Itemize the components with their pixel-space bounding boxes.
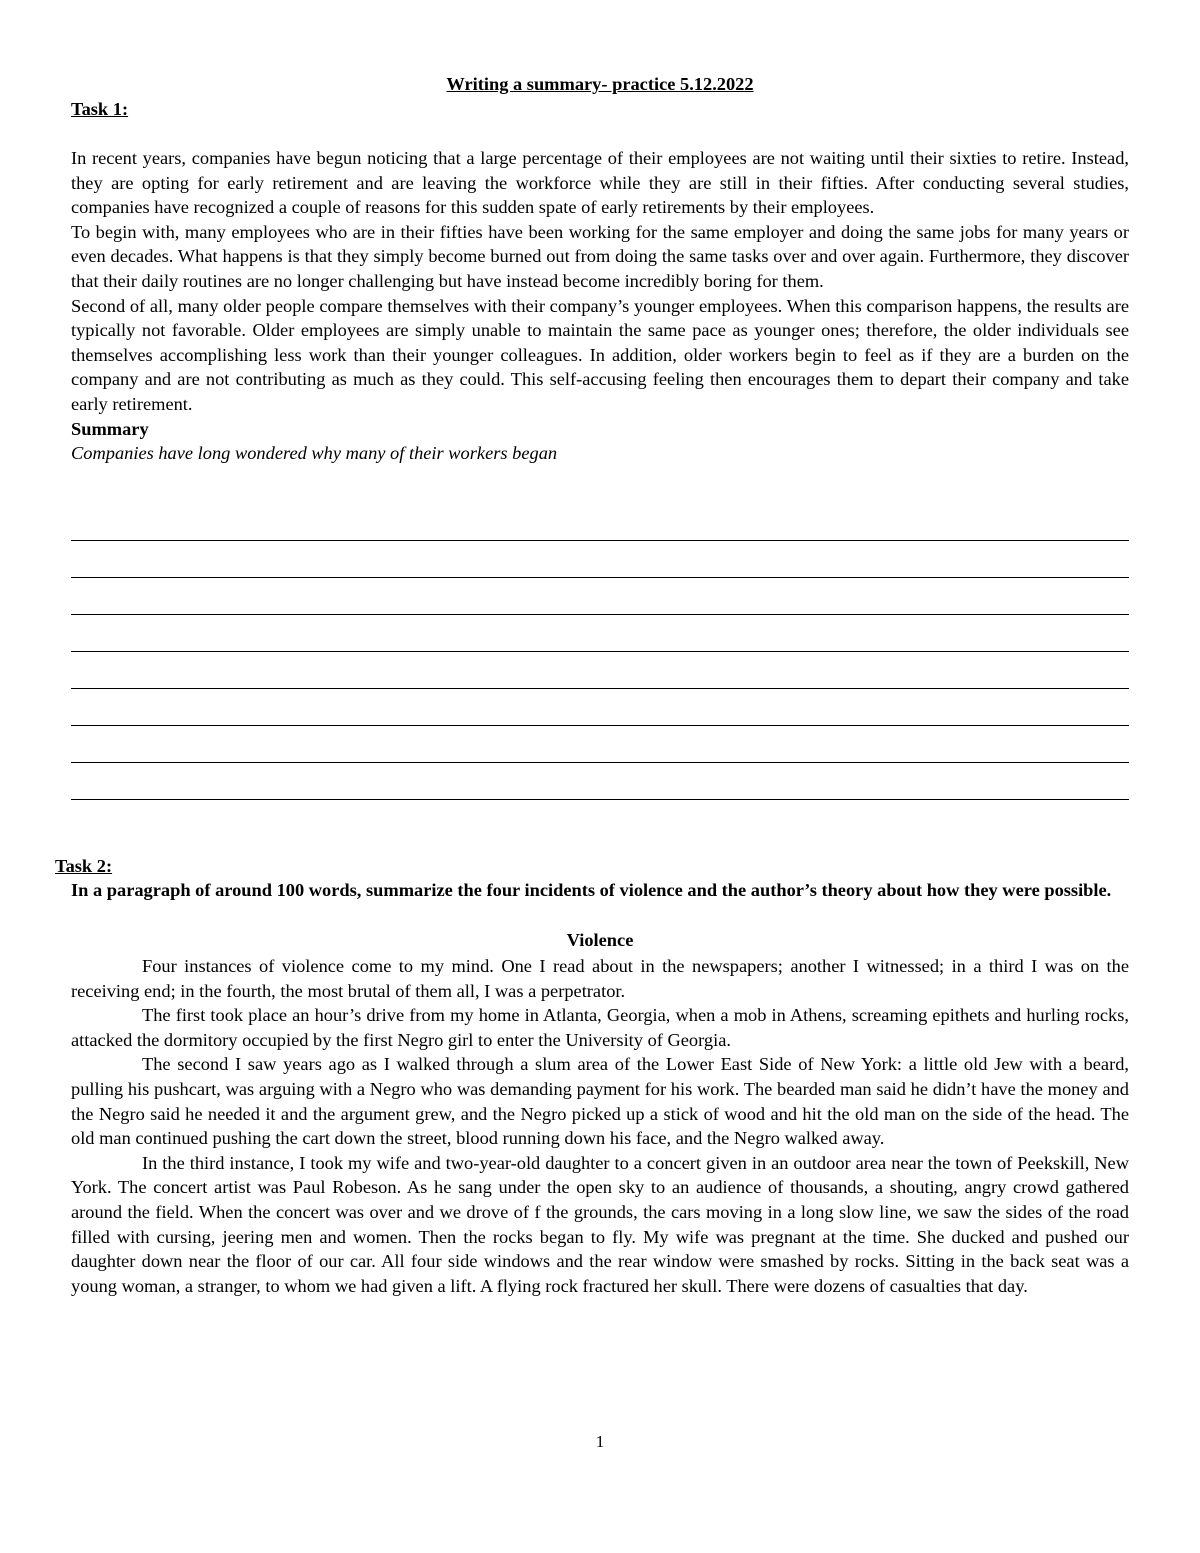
task2-paragraph-3: The second I saw years ago as I walked through a slum area of the Lower East Side of New York: a little old Jew with a beard, pulling his pushcart, was arguing with a Negro who was demanding payment for his work. The bearded man said he didn’t have the money and the Negro said he needed it and the argument grew, and the Negro picked up a stick of wood and hit the old man on the side of the head. The old man continued pushing the cart down the street, blood running down his face, and the Negro walked away. <box>71 1054 1129 1149</box>
page-number: 1 <box>595 1432 605 1451</box>
answer-line <box>71 651 1129 652</box>
answer-line <box>71 577 1129 578</box>
task1-reading-passage <box>71 146 1129 466</box>
answer-line <box>71 614 1129 615</box>
task2-reading-passage <box>71 954 1129 1298</box>
summary-answer-lines <box>71 540 1129 836</box>
answer-line <box>71 725 1129 726</box>
task2-paragraph-1: Four instances of violence come to my mind. One I read about in the newspapers; another I witnessed; in a third I was on the receiving end; in the fourth, the most brutal of them all, I was a perpetrator. <box>71 956 1129 1001</box>
task2-paragraph-2: The first took place an hour’s drive from my home in Atlanta, Georgia, when a mob in Athens, screaming epithets and hurling rocks, attacked the dormitory occupied by the first Negro girl to enter the University of Georgia. <box>71 1005 1129 1050</box>
task2-instruction: In a paragraph of around 100 words, summarize the four incidents of violence and the author’s theory about how they were possible. <box>71 880 1112 900</box>
task2-paragraph-4: In the third instance, I took my wife and two-year-old daughter to a concert given in an outdoor area near the town of Peekskill, New York. The concert artist was Paul Robeson. As he sang under the open sky to an audience of thousands, a shouting, angry crowd gathered around the field. When the concert was over and we drove of f the grounds, the cars moving in a long slow line, we saw the sides of the road filled with cursing, jeering men and women. Then the rocks began to fly. My wife was pregnant at the time. She ducked and pushed our daughter down near the floor of our car. All four side windows and the rear window were smashed by rocks. Sitting in the back seat was a young woman, a stranger, to whom we had given a lift. A flying rock fractured her skull. There were dozens of casualties that day. <box>71 1152 1129 1296</box>
task1-heading: Task 1: <box>71 99 129 119</box>
summary-starter-sentence: Companies have long wondered why many of their workers began <box>71 443 558 464</box>
task1-paragraph-3: Second of all, many older people compare themselves with their company’s younger employees. When this comparison happens, the results are typically not favorable. Older employees are simply unable to maintain the same pace as younger ones; therefore, the older individuals see themselves accomplishing less work than their younger colleagues. In addition, older workers begin to feel as if they are a burden on the company and are not contributing as much as they could. This self-accusing feeling then encourages them to depart their company and take early retirement. <box>71 295 1129 414</box>
answer-line <box>71 540 1129 541</box>
task1-paragraph-2: To begin with, many employees who are in their fifties have been working for the same employer and doing the same jobs for many years or even decades. What happens is that they simply become burned out from doing the same tasks over and over again. Furthermore, they discover that their daily routines are no longer challenging but have instead become incredibly boring for them. <box>71 221 1129 291</box>
answer-line <box>71 762 1129 763</box>
document-title: Writing a summary- practice 5.12.2022 <box>446 74 754 94</box>
task1-paragraph-1: In recent years, companies have begun noticing that a large percentage of their employees are not waiting until their sixties to retire. Instead, they are opting for early retirement and are leaving the workforce while they are still in their fifties. After conducting several studies, companies have recognized a couple of reasons for this sudden spate of early retirements by their employees. <box>71 148 1129 218</box>
answer-line <box>71 688 1129 689</box>
summary-heading: Summary <box>71 418 149 439</box>
task2-heading: Task 2: <box>55 856 113 876</box>
answer-line <box>71 799 1129 800</box>
passage-title: Violence <box>566 930 634 950</box>
